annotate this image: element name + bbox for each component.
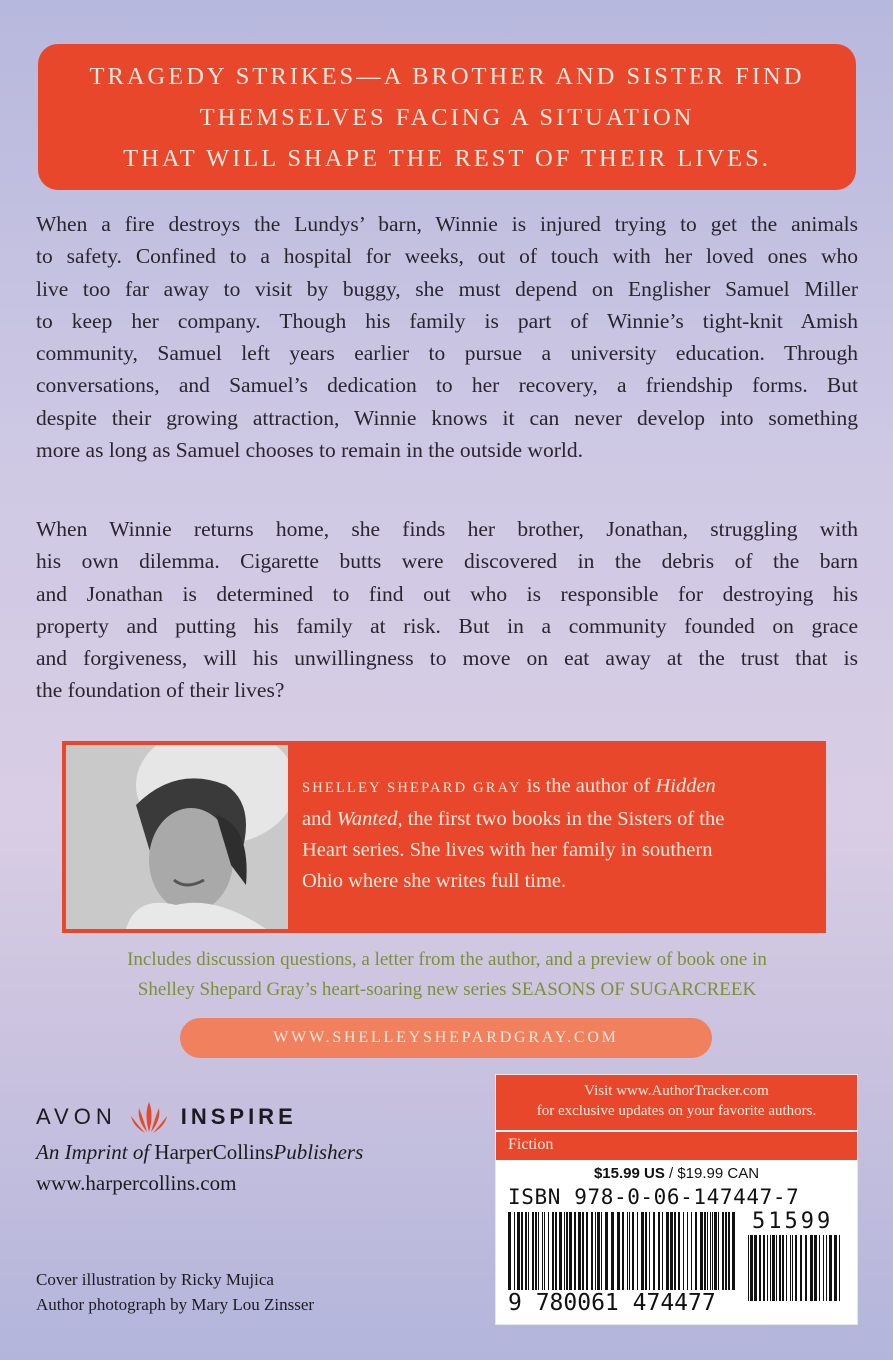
blurb-line: his own dilemma. Cigarette butts were discovered in the debris of the barn [36, 549, 858, 574]
barcode-bar [629, 1212, 630, 1290]
barcode-bar [658, 1212, 660, 1290]
tagline-line-3: THAT WILL SHAPE THE REST OF THEIR LIVES. [123, 144, 771, 172]
barcode-bar [728, 1212, 730, 1290]
barcode-bar [578, 1212, 581, 1290]
blurb-line: more as long as Samuel chooses to remain in the outside world. [36, 438, 583, 463]
barcode-bar [525, 1212, 527, 1290]
barcode-bar [538, 1212, 539, 1290]
barcode-bar [582, 1212, 584, 1290]
blurb-line: and forgiveness, will his unwillingness to move on eat away at the trust that is [36, 646, 858, 671]
barcode-bar [683, 1212, 684, 1290]
tagline-banner [38, 44, 856, 190]
barcode-bar [714, 1212, 717, 1290]
barcode-bar [786, 1235, 787, 1301]
barcode-bar [552, 1212, 554, 1290]
barcode-bar [748, 1235, 749, 1301]
avon-wordmark: AVON [36, 1104, 117, 1129]
barcode-bar [559, 1212, 562, 1290]
barcode-bar [800, 1235, 802, 1301]
barcode-bar [782, 1235, 784, 1301]
blurb-line: to safety. Confined to a hospital for weeks, out of touch with her loved ones who [36, 244, 858, 269]
tracker-line-1: Visit www.AuthorTracker.com [584, 1083, 769, 1099]
addon-digits: 51599 [752, 1209, 834, 1234]
barcode-bar [601, 1212, 602, 1290]
barcode-bar [776, 1235, 777, 1301]
blurb-line: When Winnie returns home, she finds her brother, Jonathan, struggling with [36, 517, 858, 541]
flame-icon [127, 1100, 171, 1134]
inspire-wordmark: INSPIRE [180, 1104, 297, 1129]
blurb-line: When a fire destroys the Lundys’ barn, Winnie is injured trying to get the animals [36, 212, 858, 236]
barcode-bar [763, 1235, 765, 1301]
barcode-bar [564, 1212, 565, 1290]
barcode-bar [666, 1212, 669, 1290]
barcode-bar [632, 1212, 634, 1290]
publisher-block [36, 1100, 456, 1196]
author-bio-text [302, 771, 814, 897]
barcode-bar [839, 1235, 840, 1301]
author-bio-line-4: Ohio where she writes full time. [302, 870, 567, 892]
blurb-paragraph-2 [36, 513, 858, 707]
barcode-bar [641, 1212, 644, 1290]
barcode-bar [707, 1212, 708, 1290]
blurb-line: and Jonathan is determined to find out who is responsible for destroying his [36, 581, 858, 606]
includes-note [36, 945, 858, 1005]
barcode-bar [605, 1212, 608, 1290]
blurb-line: community, Samuel left years earlier to pursue a university education. Through [36, 341, 858, 366]
imprint-line: An Imprint of HarperCollinsPublishers [36, 1140, 364, 1164]
barcode-bar [555, 1212, 557, 1290]
author-bio-line-1: SHELLEY SHEPARD GRAY is the author of Hidden [302, 775, 716, 797]
barcode-bar [790, 1235, 791, 1301]
barcode-bar [819, 1235, 820, 1301]
barcode-bar [535, 1212, 537, 1290]
author-bio-line-3: Heart series. She lives with her family in southern [302, 839, 713, 861]
blurb-line: conversations, and Samuel’s dedication to her recovery, a friendship forms. But [36, 373, 858, 398]
ean-barcode [506, 1212, 736, 1302]
barcode-bar [795, 1235, 797, 1301]
barcode-bar [678, 1212, 680, 1290]
barcode-bar [754, 1235, 757, 1301]
barcode-bar [569, 1212, 572, 1290]
barcode-bar [544, 1212, 545, 1290]
author-name: SHELLEY SHEPARD GRAY [302, 780, 522, 796]
photo-credit: Author photograph by Mary Lou Zinsser [36, 1295, 315, 1314]
includes-line-2: Shelley Shepard Gray’s heart-soaring new series SEASONS OF SUGARCREEK [137, 979, 757, 1000]
barcode-bar [767, 1235, 768, 1301]
barcode-bar [779, 1235, 781, 1301]
barcode-bar [712, 1212, 713, 1290]
barcode-bar [586, 1212, 588, 1290]
barcode-bar [662, 1212, 663, 1290]
barcode-bar [718, 1212, 719, 1290]
barcode-panel [495, 1074, 858, 1325]
includes-line-1: Includes discussion questions, a letter from the author, and a preview of book one in [127, 949, 767, 970]
blurb-line: to keep her company. Though his family is part of Winnie’s tight-knit Amish [36, 308, 858, 333]
barcode-bar [542, 1212, 543, 1290]
credits [36, 1267, 314, 1317]
barcode-bar [514, 1212, 515, 1290]
barcode-bar [611, 1212, 614, 1290]
author-website-link[interactable]: WWW.SHELLEYSHEPARDGRAY.COM [180, 1018, 712, 1058]
barcode-bar [617, 1212, 620, 1290]
barcode-bar [700, 1212, 703, 1290]
barcode-bar [649, 1212, 650, 1290]
price-label: $15.99 US / $19.99 CAN [593, 1165, 760, 1182]
tagline-line-1: TRAGEDY STRIKES—A BROTHER AND SISTER FIND [89, 62, 805, 90]
barcode-bar [627, 1212, 628, 1290]
barcode-bar [750, 1235, 753, 1301]
barcode-bar [566, 1212, 568, 1290]
barcode-bar [792, 1235, 793, 1301]
barcode-bar [759, 1235, 761, 1301]
barcode-bar [517, 1212, 520, 1290]
barcode-bar [810, 1235, 813, 1301]
publisher-logo [36, 1100, 456, 1134]
author-bio-box [62, 741, 826, 933]
blurb-line: despite their growing attraction, Winnie knows it can never develop into something [36, 405, 858, 430]
barcode-bar [528, 1212, 529, 1290]
barcode-bar [574, 1212, 576, 1290]
isbn-label: ISBN 978-0-06-147447-7 [508, 1185, 800, 1209]
author-photo [66, 745, 288, 929]
tracker-line-2: for exclusive updates on your favorite authors. [536, 1103, 817, 1119]
addon-barcode [746, 1235, 846, 1303]
barcode-bar [770, 1235, 771, 1301]
barcode-bar [674, 1212, 676, 1290]
ean-digits: 9 780061 474477 [508, 1290, 716, 1316]
author-tracker-banner [496, 1075, 857, 1130]
book-title-hidden: Hidden [655, 775, 716, 797]
barcode-bar [595, 1212, 596, 1290]
blurb-line: live too far away to visit by buggy, she must depend on Englisher Samuel Miller [36, 276, 858, 301]
barcode-bar [725, 1212, 727, 1290]
barcode-bar [805, 1235, 807, 1301]
publisher-url[interactable]: www.harpercollins.com [36, 1171, 237, 1195]
barcode-bar [695, 1212, 697, 1290]
barcode-bar [597, 1212, 600, 1290]
barcode-bar [814, 1235, 817, 1301]
category-label: Fiction [496, 1130, 857, 1160]
barcode-bar [772, 1235, 775, 1301]
barcode-bar [521, 1212, 523, 1290]
barcode-bar [591, 1212, 593, 1290]
author-bio-line-2: and Wanted, the first two books in the Sisters of the [302, 808, 725, 830]
barcode-bar [548, 1212, 549, 1290]
tagline-line-2: THEMSELVES FACING A SITUATION [199, 103, 695, 131]
barcode-bar [508, 1212, 511, 1290]
barcode-bar [732, 1212, 735, 1290]
blurb-line: property and putting his family at risk. But in a community founded on grace [36, 613, 858, 638]
barcode-bar [653, 1212, 655, 1290]
barcode-bar [637, 1212, 638, 1290]
blurb-line: the foundation of their lives? [36, 678, 285, 703]
barcode-bar [532, 1212, 534, 1290]
barcode-bar [834, 1235, 837, 1301]
barcode-bar [645, 1212, 647, 1290]
book-title-wanted: Wanted, [336, 808, 403, 830]
barcode-bar [826, 1235, 827, 1301]
blurb-paragraph-1 [36, 208, 858, 466]
barcode-bar [823, 1235, 824, 1301]
cover-credit: Cover illustration by Ricky Mujica [36, 1270, 274, 1289]
barcode-bar [691, 1212, 692, 1290]
barcode-bar [687, 1212, 688, 1290]
barcode-bar [829, 1235, 832, 1301]
barcode-bar [722, 1212, 724, 1290]
barcode-bar [710, 1212, 711, 1290]
barcode-bar [670, 1212, 673, 1290]
barcode-bar [622, 1212, 624, 1290]
barcode-bar [704, 1212, 706, 1290]
